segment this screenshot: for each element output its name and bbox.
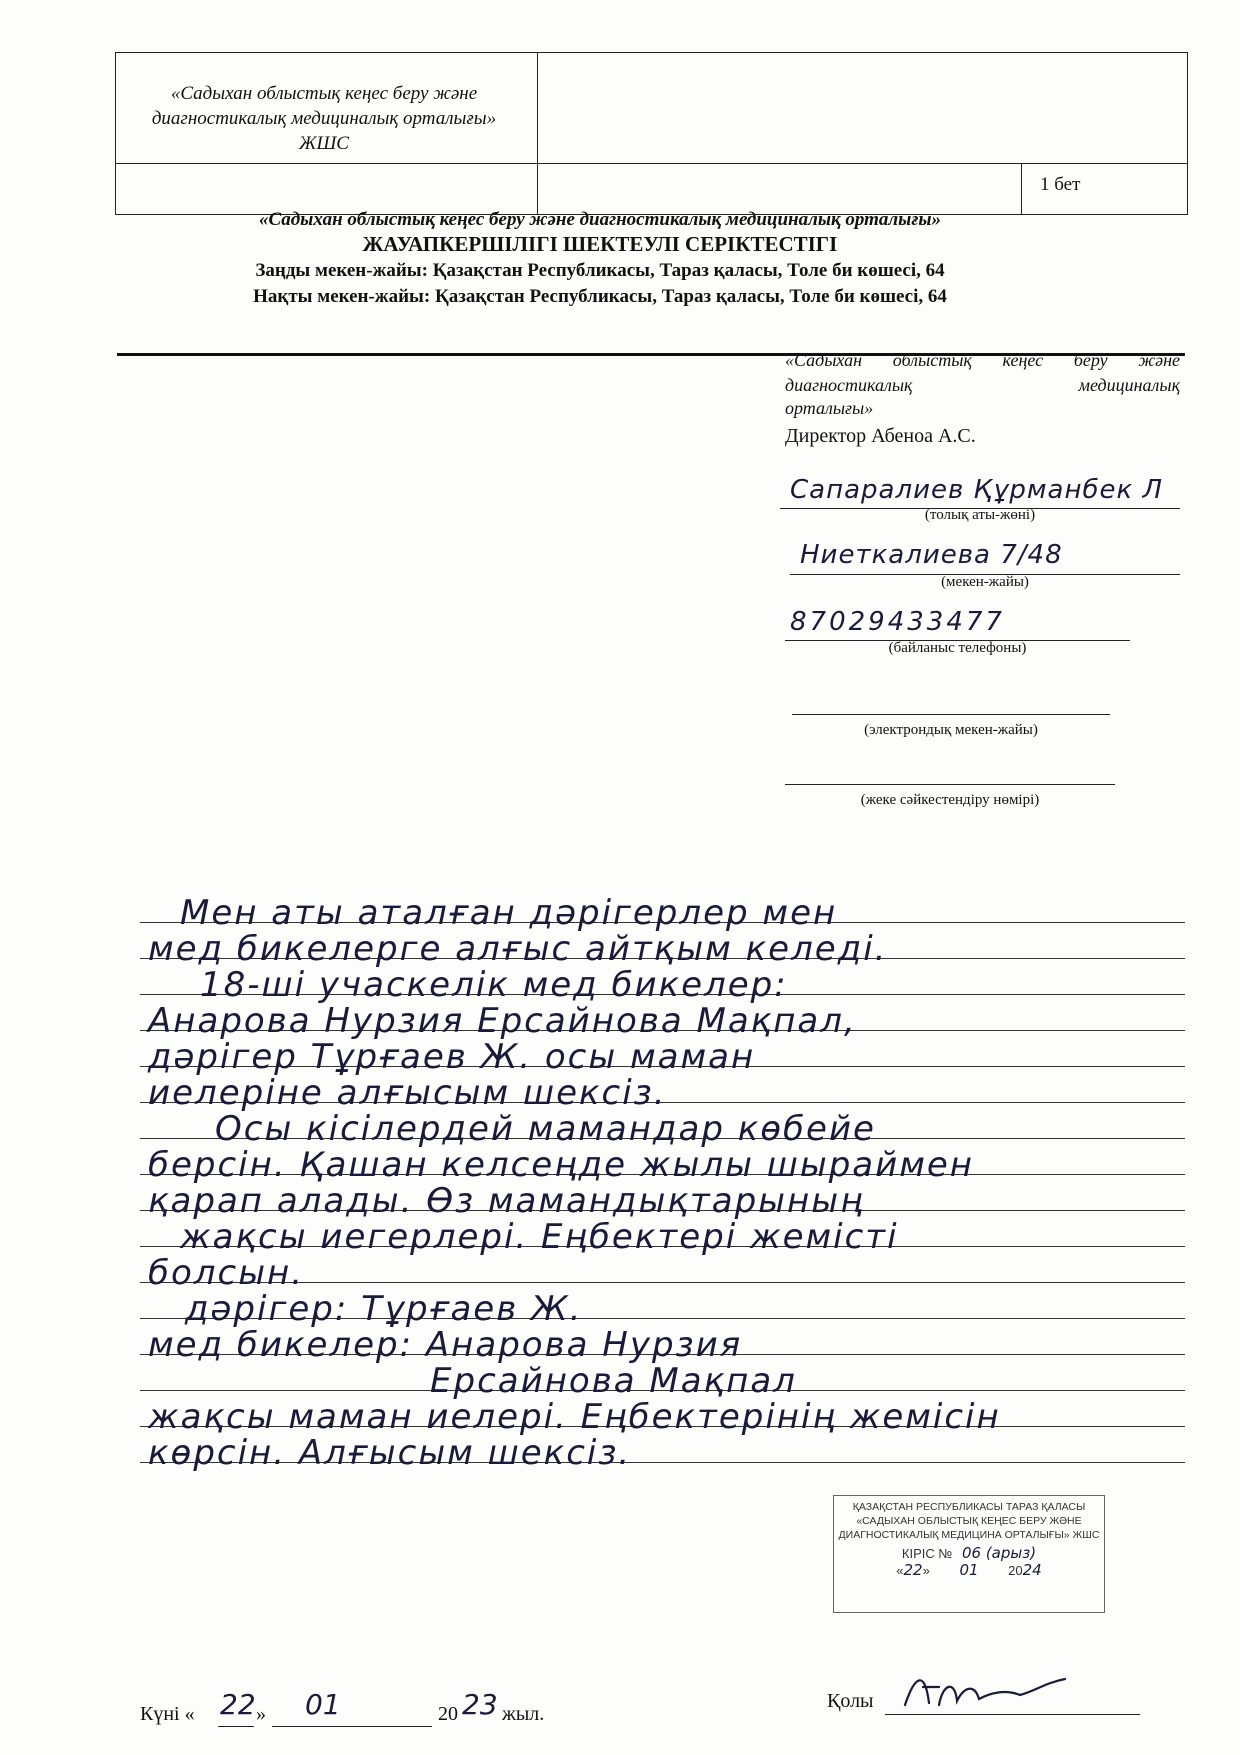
field-full-name-value[interactable]: Сапаралиев Құрманбек Л [790,475,1163,505]
stamp-line: ҚАЗАҚСТАН РЕСПУБЛИКАСЫ ТАРАЗ ҚАЛАСЫ [852,1501,1086,1513]
stamp-kiris-number: 06 (арыз) [961,1544,1037,1562]
field-address-value[interactable]: Ниеткалиева 7/48 [800,540,1063,570]
letter-line: қарап алады. Өз мамандықтарының [148,1181,865,1221]
field-iin-caption: (жеке сәйкестендіру нөмірі) [860,792,1040,808]
footer-date-label: Күні « [140,1703,195,1725]
page-number: 1 бет [1040,174,1081,195]
addressee-org-line2: диагностикалық медициналық [785,375,1180,395]
field-email-line[interactable] [792,714,1110,715]
letterhead-legal-address: Заңды мекен-жайы: Қазақстан Республикасы, Тараз қаласы, Толе би көшесі, 64 [255,260,945,281]
stamp-line: ДИАГНОСТИКАЛЫҚ МЕДИЦИНА ОРТАЛЫҒЫ» ЖШС [838,1529,1100,1541]
footer-close-quote: » [256,1703,266,1725]
letter-line: мед бикелерге алғыс айтқым келеді. [148,929,888,969]
footer-year-prefix: 20 [438,1703,458,1725]
stamp-kiris-label: КІРІС № [901,1546,953,1561]
stamp-month: 01 [959,1561,979,1579]
footer-signature-label: Қолы [827,1690,874,1712]
stamp-year-suffix: 24 [1022,1561,1042,1579]
signature-icon[interactable] [895,1665,1075,1715]
letter-line: иелеріне алғысым шексіз. [148,1073,667,1113]
letter-line: дәрігер: Тұрғаев Ж. [185,1289,583,1329]
stamp-year-prefix: 20 [1008,1563,1023,1578]
footer-day[interactable]: 22 [220,1688,256,1721]
letterhead-actual-address: Нақты мекен-жайы: Қазақстан Республикасы, Тараз қаласы, Толе би көшесі, 64 [253,286,947,307]
addressee-org-line3: орталығы» [785,398,874,418]
field-full-name-caption: (толық аты-жөні) [924,507,1036,523]
letter-line: Осы кісілердей мамандар көбейе [215,1109,876,1149]
letter-line: дәрігер Тұрғаев Ж. осы маман [148,1037,756,1077]
addressee-director: Директор Абеноа А.С. [785,425,976,447]
letter-line: мед бикелер: Анарова Нурзия [148,1325,743,1365]
registration-stamp: ҚАЗАҚСТАН РЕСПУБЛИКАСЫ ТАРАЗ ҚАЛАСЫ «САДЫХАН ОБЛЫСТЫҚ КЕҢЕС БЕРУ ЖӘНЕ ДИАГНОСТИКАЛЫҚ МЕДИЦИНА ОРТАЛЫҒЫ» ЖШС КІРІС № 06 (арыз) «22» 01 2024 [833,1495,1105,1613]
letter-line: жақсы маман иелері. Еңбектерінің жемісін [148,1397,1001,1437]
field-iin-line[interactable] [785,784,1115,785]
letterhead-org: «Садыхан облыстық кеңес беру және диагностикалық медициналық орталығы» [258,209,942,230]
addressee-org-line1: «Садыхан облыстық кеңес беру және [785,350,1180,370]
letter-line: Ерсайнова Мақпал [430,1361,797,1401]
letter-line: Анарова Нурзия Ерсайнова Мақпал, [148,1001,857,1041]
footer-year-suffix[interactable]: 23 [462,1688,498,1721]
footer-year-label: жыл. [502,1703,545,1725]
field-email-caption: (электрондық мекен-жайы) [864,722,1038,738]
header-org-name: «Садыхан облыстық кеңес беру және диагностикалық медициналық орталығы» ЖШС [151,83,497,154]
letter-line: берсін. Қашан келсеңде жылы шыраймен [148,1145,975,1185]
header-table [115,52,1188,215]
letter-line: көрсін. Алғысым шексіз. [148,1433,632,1473]
stamp-day: 22 [903,1561,923,1579]
letter-line: болсын. [148,1253,305,1293]
footer-month[interactable]: 01 [305,1688,341,1721]
stamp-line: «САДЫХАН ОБЛЫСТЫҚ КЕҢЕС БЕРУ ЖӘНЕ [856,1515,1082,1527]
field-phone-value[interactable]: 87029433477 [790,607,1005,637]
letterhead-legal-form: ЖАУАПКЕРШІЛІГІ ШЕКТЕУЛІ СЕРІКТЕСТІГІ [362,232,838,256]
letter-line: 18-ші учаскелік мед бикелер: [200,965,788,1005]
letter-line: Мен аты аталған дәрігерлер мен [180,893,838,933]
field-address-caption: (мекен-жайы) [941,574,1029,590]
letter-line: жақсы иегерлері. Еңбектері жемісті [180,1217,899,1257]
field-phone-caption: (байланыс телефоны) [888,640,1027,656]
